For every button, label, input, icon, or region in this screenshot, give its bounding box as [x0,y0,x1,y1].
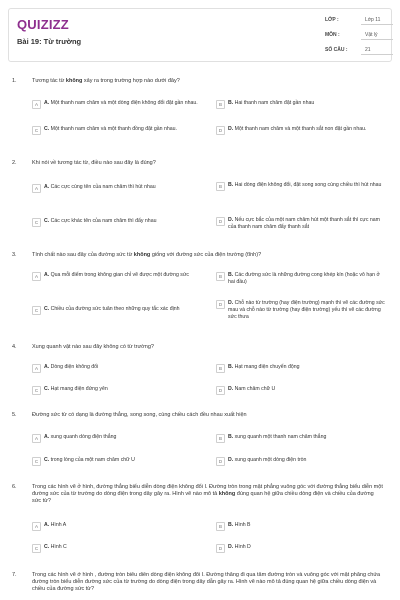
option-text: D. Chỗ nào từ trường (hay điện trường) mạnh thì vẽ các đường sức mau và chỗ nào từ trường (hay điện trường) yếu thì vẽ các đường sức thưa [228,300,385,320]
question-number: 4. [12,344,17,350]
option-text: B. Các đường sức là những đường cong khép kín (hoặc vô hạn ở hai đầu) [228,272,380,285]
question-number: 3. [12,252,17,258]
option-text: B. Hai dòng điện không đổi, đặt song song cùng chiều thì hút nhau [228,182,382,188]
option-text: C. trong lòng của một nam châm chữ U [44,457,135,463]
option-box-a[interactable]: A [32,364,41,373]
option-text: A. Các cực cùng tên của nam châm thì hút nhau [44,184,156,190]
option-box-b[interactable]: B [216,522,225,531]
option-text: A. Hình A [44,522,67,528]
question-number: 6. [12,484,17,490]
question-4 [12,344,388,402]
question-text: Tính chất nào sau đây của đường sức từ không giống với đường sức của điện trường (tĩnh)? [32,252,262,258]
option-text: C. Một thanh nam châm và một thanh đồng đặt gần nhau. [44,126,177,132]
option-text: B. Hai thanh nam châm đặt gần nhau [228,100,315,106]
option-text: A. Qua mỗi điểm trong không gian chỉ vẽ được một đường sức [44,272,189,278]
option-text: C. Chiều của đường sức tuân theo những quy tắc xác định [44,306,180,312]
option-box-c[interactable]: C [32,218,41,227]
question-number: 2. [12,160,17,166]
option-text: D. xung quanh một dòng điện tròn [228,457,307,463]
subject-label: MÔN : [325,32,340,38]
count-label: SỐ CÂU : [325,47,348,53]
option-text: C. Hạt mang điện đứng yên [44,386,108,392]
option-box-d[interactable]: D [216,544,225,553]
question-2 [12,160,388,240]
option-text: B. Hình B [228,522,251,528]
class-label: LỚP : [325,17,339,23]
option-text: D. Hình D [228,544,251,550]
question-1 [12,78,388,148]
option-box-c[interactable]: C [32,457,41,466]
question-text: Tương tác từ không xảy ra trong trường hợp nào dưới đây? [32,78,180,84]
option-box-a[interactable]: A [32,272,41,281]
question-3 [12,252,388,334]
option-box-d[interactable]: D [216,386,225,395]
option-box-d[interactable]: D [216,300,225,309]
question-number: 7. [12,572,17,578]
option-box-b[interactable]: B [216,364,225,373]
option-text: A. Dòng điện không đổi [44,364,99,370]
option-box-b[interactable]: B [216,434,225,443]
question-5 [12,412,388,472]
question-text: Xung quanh vật nào sau đây không có từ trường? [32,344,154,350]
option-box-c[interactable]: C [32,544,41,553]
count-underline [361,54,393,55]
subject-value: Vật lý [365,32,378,38]
option-box-b[interactable]: B [216,182,225,191]
option-text: A. Một thanh nam châm và một dòng điện không đổi đặt gần nhau. [44,100,198,106]
question-text: Khi nói về tương tác từ, điều nào sau đây là đúng? [32,160,156,166]
question-number: 5. [12,412,17,418]
option-text: B. Hạt mang điện chuyển động [228,364,300,370]
question-text: Trong các hình vẽ ở hình, đường thẳng biểu diễn dòng điện không đổi I. Đường tròn trong mặt phẳng vuông góc với đường thẳng biểu diễn một đường sức của từ trường do dòng điện trong dây gây ra. Hình vẽ nào mô tả không đúng quan hệ giữa chiều dòng điện và chiều của đường sức từ? [32,484,383,504]
option-text: D. Nếu cực bắc của một nam châm hút một thanh sắt thì cực nam của thanh nam châm đẩy thanh sắt [228,217,380,230]
worksheet-header [8,8,392,62]
option-box-c[interactable]: C [32,386,41,395]
question-6 [12,484,388,560]
option-box-a[interactable]: A [32,522,41,531]
question-text: Đường sức từ có dạng là đường thẳng, song song, cùng chiều cách đều nhau xuất hiện [32,412,247,418]
count-value: 21 [365,47,371,53]
question-7 [12,572,388,600]
class-underline [361,24,393,25]
subject-underline [361,39,393,40]
option-text: D. Nam châm chữ U [228,386,276,392]
question-number: 1. [12,78,17,84]
option-box-d[interactable]: D [216,126,225,135]
option-text: C. Các cực khác tên của nam châm thì đẩy nhau [44,218,157,224]
option-box-a[interactable]: A [32,434,41,443]
option-box-c[interactable]: C [32,306,41,315]
option-box-a[interactable]: A [32,100,41,109]
lesson-title: Bài 19: Từ trường [17,37,82,46]
option-text: C. Hình C [44,544,67,550]
option-text: A. xung quanh dòng điện thẳng [44,434,117,440]
option-box-b[interactable]: B [216,272,225,281]
option-text: D. Một thanh nam châm và một thanh sắt non đặt gần nhau. [228,126,367,132]
option-box-c[interactable]: C [32,126,41,135]
option-box-d[interactable]: D [216,217,225,226]
option-box-b[interactable]: B [216,100,225,109]
option-box-a[interactable]: A [32,184,41,193]
question-text: Trong các hình vẽ ở hình , đường tròn biểu diễn dòng điện không đổi I. Đường thẳng đi qua tâm đường tròn và vuông góc với mặt phẳng chứa đường tròn biểu diễn đường sức của từ trường do dòng điện trong dây dẫn gây ra. Hình vẽ nào mô tả đúng quan hệ giữa chiều dòng điện và chiều của đường sức từ? [32,572,381,592]
option-text: B. xung quanh một thanh nam châm thẳng [228,434,327,440]
quizizz-logo: QUIZIZZ [17,17,69,32]
option-box-d[interactable]: D [216,457,225,466]
class-value: Lớp 11 [365,17,381,23]
